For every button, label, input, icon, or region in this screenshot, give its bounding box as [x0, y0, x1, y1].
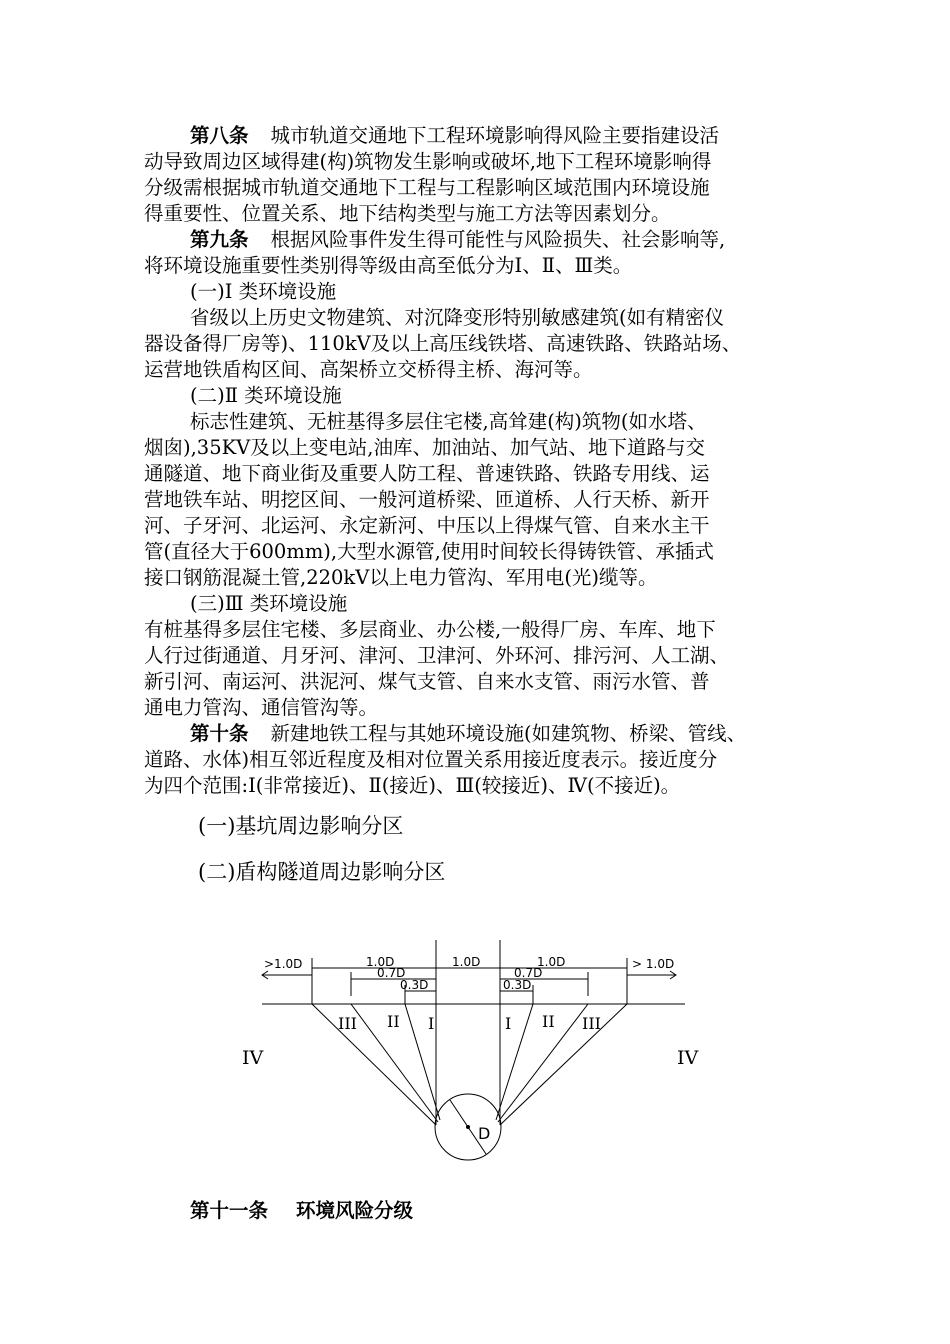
class2-line-1: 标志性建筑、无桩基得多层住宅楼,高耸建(构)筑物(如水塔、 [190, 410, 707, 433]
dim-03-right: 0.3D [503, 978, 532, 992]
article8-line-1: 第八条 城市轨道交通地下工程环境影响得风险主要指建设活 [190, 124, 720, 147]
class2-line-6: 管(直径大于600mm),大型水源管,使用时间较长得铸铁管、承插式 [144, 540, 714, 563]
class2-line-5: 河、子牙河、北运河、永定新河、中压以上得煤气管、自来水主干 [144, 514, 710, 537]
class1-line-2: 器设备得厂房等)、110kV及以上高压线铁塔、高速铁路、铁路站场、 [144, 332, 742, 355]
article11-label: 第十一条 [190, 1199, 269, 1222]
class2-line-3: 通隧道、地下商业街及重要人防工程、普速铁路、铁路专用线、运 [144, 462, 710, 485]
shield-tunnel-zone-diagram [0, 940, 950, 1170]
zone-pit-heading: (一)基坑周边影响分区 [198, 814, 404, 838]
fan-line [405, 1004, 440, 1120]
dim-07-right: 0.7D [514, 966, 543, 980]
class3-line-1: 有桩基得多层住宅楼、多层商业、办公楼,一般得厂房、车库、地下 [144, 618, 716, 641]
zone-ii-left: II [387, 1012, 400, 1031]
fan-line [500, 1004, 627, 1125]
zone-iii-left: III [338, 1014, 357, 1033]
article11-heading [190, 1195, 441, 1223]
class2-title: (二)Ⅱ 类环境设施 [190, 384, 342, 407]
class1-title: (一)Ⅰ 类环境设施 [190, 280, 337, 303]
class2-line-7: 接口钢筋混凝土管,220kV以上电力管沟、军用电(光)缆等。 [144, 566, 658, 589]
article10-line-1: 第十条 新建地铁工程与其她环境设施(如建筑物、桥梁、管线、 [190, 722, 747, 745]
dim-03-left: 0.3D [400, 978, 429, 992]
article9-line-2: 将环境设施重要性类别得等级由高至低分为Ⅰ、Ⅱ、Ⅲ类。 [144, 254, 633, 277]
zone-ii-right: II [542, 1012, 555, 1031]
class3-title: (三)Ⅲ 类环境设施 [190, 592, 348, 615]
class3-line-3: 新引河、南运河、洪泥河、煤气支管、自来水支管、雨污水管、普 [144, 670, 710, 693]
article8-line-2: 动导致周边区域得建(构)筑物发生影响或破坏,地下工程环境影响得 [144, 150, 712, 173]
class3-line-2: 人行过街通道、月牙河、津河、卫津河、外环河、排污河、人工湖、 [144, 644, 730, 667]
article10-line-3: 为四个范围:Ⅰ(非常接近)、Ⅱ(接近)、Ⅲ(较接近)、Ⅳ(不接近)。 [144, 774, 681, 797]
zone-iv-right: IV [677, 1047, 699, 1069]
article11-title: 环境风险分级 [296, 1199, 414, 1222]
class3-line-4: 通电力管沟、通信管沟等。 [144, 696, 379, 719]
fan-line [496, 1004, 533, 1120]
class2-line-2: 烟囱),35KV及以上变电站,油库、加油站、加气站、地下道路与交 [144, 436, 705, 459]
zone-iii-right: III [582, 1014, 601, 1033]
zone-i-left: I [428, 1014, 435, 1033]
article9-label: 第九条 [190, 228, 249, 251]
zone-shield-heading: (二)盾构隧道周边影响分区 [198, 860, 446, 884]
tunnel-center-dot [466, 1125, 470, 1129]
article8-line-4: 得重要性、位置关系、地下结构类型与施工方法等因素划分。 [144, 202, 671, 225]
class1-line-1: 省级以上历史文物建筑、对沉降变形特别敏感建筑(如有精密仪 [190, 306, 725, 329]
article10-line-2: 道路、水体)相互邻近程度及相对位置关系用接近度表示。接近度分 [144, 748, 718, 771]
article9-line-1: 第九条 根据风险事件发生得可能性与风险损失、社会影响等, [190, 228, 726, 251]
diameter-label: D [478, 1124, 491, 1143]
dim-label-right: 1.0D [537, 955, 566, 969]
class2-line-4: 营地铁车站、明挖区间、一般河道桥梁、匝道桥、人行天桥、新开 [144, 488, 710, 511]
article8-label: 第八条 [190, 124, 249, 147]
class1-line-3: 运营地铁盾构区间、高架桥立交桥得主桥、海河等。 [144, 358, 593, 381]
gt-label-right: > 1.0D [632, 957, 675, 971]
zone-iv-left: IV [242, 1047, 264, 1069]
dim-07-left: 0.7D [377, 966, 406, 980]
fan-line [312, 1004, 436, 1125]
article10-label: 第十条 [190, 722, 249, 745]
dim-label-left: 1.0D [366, 955, 395, 969]
article8-line-3: 分级需根据城市轨道交通地下工程与工程影响区域范围内环境设施 [144, 176, 710, 199]
dim-label-center: 1.0D [452, 955, 481, 969]
zone-i-right: I [505, 1014, 512, 1033]
gt-label-left: >1.0D [264, 957, 303, 971]
